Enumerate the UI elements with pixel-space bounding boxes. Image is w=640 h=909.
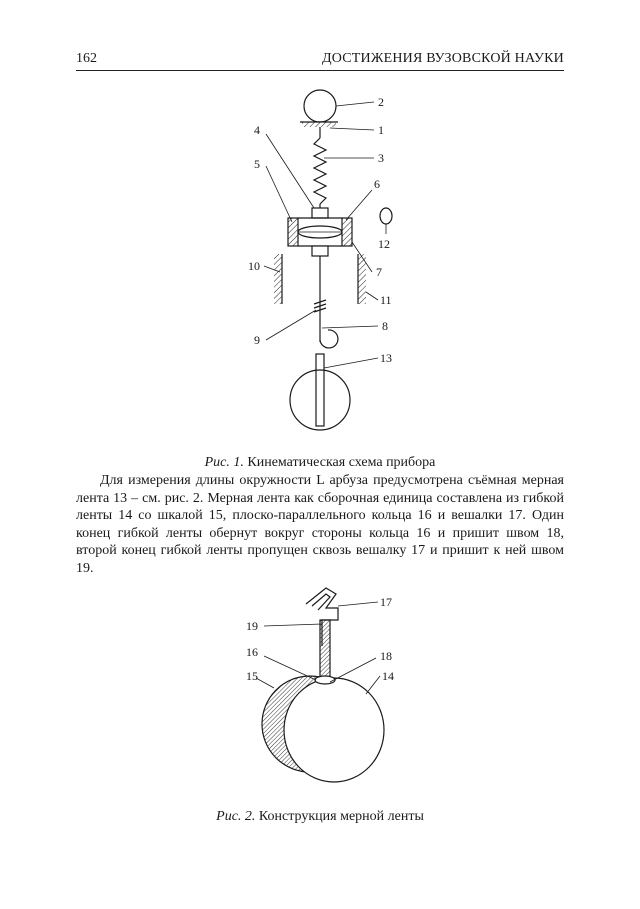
callout-15: 15 xyxy=(246,669,258,683)
callout-10: 10 xyxy=(248,259,260,273)
top-ball xyxy=(304,90,336,122)
figure-2-caption-label: Рис. 2. xyxy=(216,809,256,824)
page-number: 162 xyxy=(76,51,97,66)
callout-16: 16 xyxy=(246,645,258,659)
callout-12: 12 xyxy=(378,237,390,251)
figure-2-caption-text: Конструкция мерной ленты xyxy=(255,809,424,824)
figure-1-caption-text: Кинематическая схема прибора xyxy=(243,455,436,470)
housing-left-wall xyxy=(288,218,298,246)
figure-1-caption xyxy=(0,454,640,472)
callout-13: 13 xyxy=(380,351,392,365)
figure-2-caption xyxy=(0,808,640,826)
callout-14: 14 xyxy=(382,669,394,683)
callout-1: 1 xyxy=(378,123,384,137)
running-title: ДОСТИЖЕНИЯ ВУЗОВСКОЙ НАУКИ xyxy=(322,51,564,66)
callout-3: 3 xyxy=(378,151,384,165)
callout-5: 5 xyxy=(254,157,260,171)
flat-ring xyxy=(315,676,335,684)
callout-18: 18 xyxy=(380,649,392,663)
callout-17: 17 xyxy=(380,595,392,609)
callout-9: 9 xyxy=(254,333,260,347)
callout-6: 6 xyxy=(374,177,380,191)
measuring-tape xyxy=(316,354,324,426)
top-support-hatch xyxy=(302,122,336,127)
figure-2-tape-diagram xyxy=(230,584,420,788)
callout-19: 19 xyxy=(246,619,258,633)
tape-strap xyxy=(320,620,330,678)
callout-4: 4 xyxy=(254,123,260,137)
callout-2: 2 xyxy=(378,95,384,109)
figure-1-caption-label: Рис. 1. xyxy=(204,455,244,470)
callout-11: 11 xyxy=(380,293,392,307)
callout-7: 7 xyxy=(376,265,382,279)
spring xyxy=(314,138,326,204)
hook xyxy=(320,330,338,348)
tape-band xyxy=(284,678,384,782)
upper-block xyxy=(312,208,328,218)
figure-1-kinematic-diagram xyxy=(230,82,420,442)
body-paragraph: Для измерения длины окружности L арбуза предусмотрена съёмная мерная лента 13 – см. рис. 2. Мерная лента как сборочная единица составлена из гибкой ленты 14 со шкалой 15, плоско-параллельного кольца 16 и вешалки 17. Один конец гибкой ленты обернут вокруг стороны кольца 16 и пришит швом 18, второй конец гибкой ленты пропущен сквозь вешалку 17 и пришит к ней швом 19. xyxy=(76,473,564,576)
page-header xyxy=(76,48,564,71)
housing-right-wall xyxy=(342,218,352,246)
lower-block xyxy=(312,246,328,256)
callout-8: 8 xyxy=(382,319,388,333)
